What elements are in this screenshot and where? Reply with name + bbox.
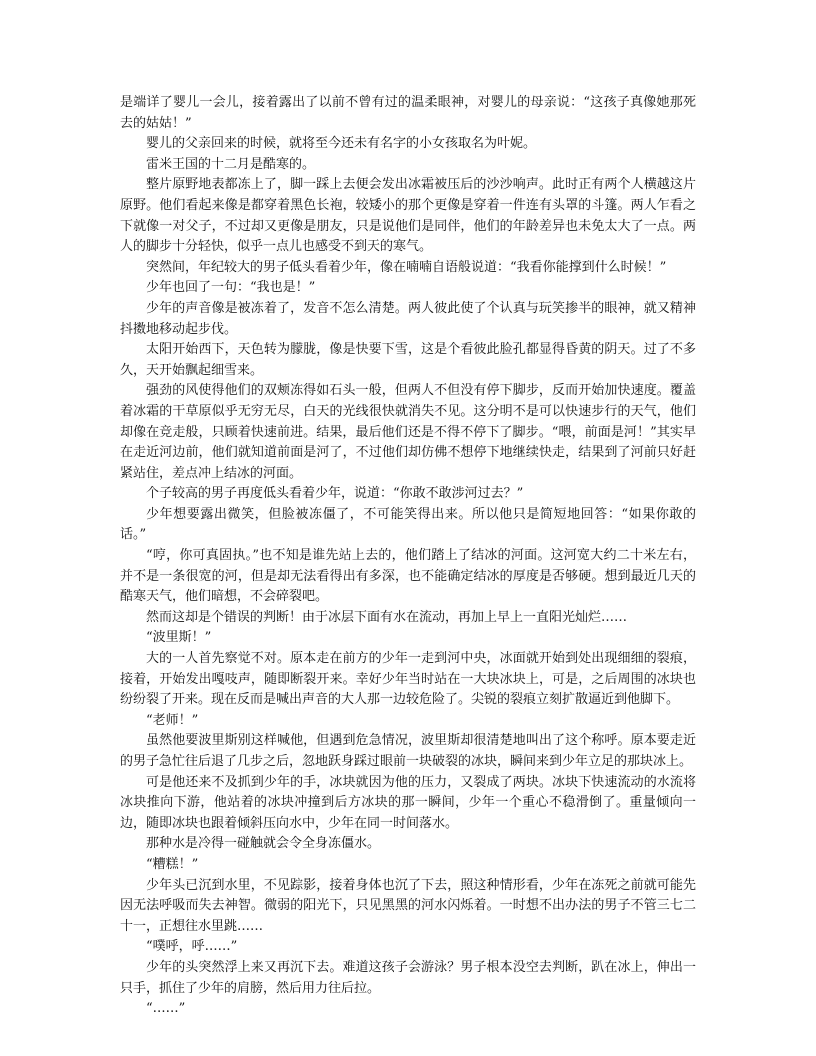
document-page xyxy=(120,93,696,1020)
paragraph: 少年想要露出微笑，但脸被冻僵了，不可能笑得出来。所以他只是简短地回答：“如果你敢的话。” xyxy=(120,506,696,543)
paragraph: “糟糕！” xyxy=(146,856,199,872)
paragraph: 大的一人首先察觉不对。原本走在前方的少年一走到河中央，冰面就开始到处出现细细的裂痕，接着，开始发出嘎吱声，随即断裂开来。幸好少年当时站在一大块冰块上，可是，之后周围的冰块也纷纷裂了开来。现在反而是喊出声音的大人那一边较危险了。尖锐的裂痕立刻扩散逼近到他脚下。 xyxy=(120,651,696,708)
paragraph: 整片原野地表都冻上了，脚一踩上去便会发出冰霜被压后的沙沙响声。此时正有两个人横越这片原野。他们看起来像是都穿着黑色长袍，较矮小的那个更像是穿着一件连有头罩的斗篷。两人乍看之下就像一对父子，不过却又更像是朋友，只是说他们是同伴，他们的年龄差异也未免太大了一点。两人的脚步十分轻快，似乎一点儿也感受不到天的寒气。 xyxy=(120,177,696,255)
paragraph: 少年也回了一句：“我也是！” xyxy=(146,280,316,296)
paragraph: 个子较高的男子再度低头看着少年，说道：“你敢不敢涉河过去？” xyxy=(146,486,524,502)
paragraph: 虽然他要波里斯别这样喊他，但遇到危急情况，波里斯却很清楚地叫出了这个称呼。原本要走近的男子急忙往后退了几步之后，忽地跃身踩过眼前一块破裂的冰块，瞬间来到少年立足的那块冰上。 xyxy=(120,733,696,769)
paragraph: 少年的头突然浮上来又再沉下去。难道这孩子会游泳？男子根本没空去判断，趴在冰上，伸出一只手，抓住了少年的肩膀，然后用力往后拉。 xyxy=(120,959,696,996)
paragraph: 然而这却是个错误的判断！由于冰层下面有水在流动，再加上早上一直阳光灿烂…… xyxy=(146,609,628,625)
paragraph: 那种水是冷得一碰触就会令全身冻僵水。 xyxy=(146,836,381,852)
paragraph: 婴儿的父亲回来的时候，就将至今还未有名字的小女孩取名为叶妮。 xyxy=(146,136,537,152)
paragraph: 可是他还来不及抓到少年的手，冰块就因为他的压力，又裂成了两块。冰块下快速流动的水流将冰块推向下游，他站着的冰块冲撞到后方冰块的那一瞬间，少年一个重心不稳滑倒了。重量倾向一边，随即冰块也跟着倾斜压向水中，少年在同一时间落水。 xyxy=(120,774,696,831)
paragraph: 是端详了婴儿一会儿，接着露出了以前不曾有过的温柔眼神，对婴儿的母亲说：“这孩子真像她那死去的姑姑！” xyxy=(120,95,696,131)
paragraph: 雷米王国的十二月是酷寒的。 xyxy=(146,156,316,172)
paragraph: 强劲的风使得他们的双颊冻得如石头一般，但两人不但没有停下脚步，反而开始加快速度。覆盖着冰霜的干草原似乎无穷无尽，白天的光线很快就消失不见。这分明不是可以快速步行的天气，他们却像在竞走般，只顾着快速前进。结果，最后他们还是不得不停下了脚步。“喂，前面是河！”其实早在走近河边前，他们就知道前面是河了，不过他们却仿佛不想停下地继续快走，结果到了河前只好赶紧站住，差点冲上结冰的河面。 xyxy=(120,383,696,481)
paragraph: 少年头已沉到水里，不见踪影，接着身体也沉了下去，照这种情形看，少年在冻死之前就可能先因无法呼吸而失去神智。微弱的阳光下，只见黑黑的河水闪烁着。一时想不出办法的男子不管三七二十一，正想往水里跳…… xyxy=(120,877,696,934)
paragraph: “噗呼，呼……” xyxy=(146,939,238,955)
paragraph: 突然间，年纪较大的男子低头看着少年，像在喃喃自语般说道：“我看你能撑到什么时候！” xyxy=(146,259,667,275)
paragraph: “……” xyxy=(146,1001,186,1017)
paragraph: 少年的声音像是被冻着了，发音不怎么清楚。两人彼此使了个认真与玩笑掺半的眼神，就又精神抖擞地移动起步伐。 xyxy=(120,300,696,337)
paragraph: “老师！” xyxy=(146,712,199,728)
paragraph: “波里斯！” xyxy=(146,630,212,646)
paragraph: 太阳开始西下，天色转为朦胧，像是快要下雪，这是个看彼此脸孔都显得昏黄的阴天。过了不多久，天开始飘起细雪来。 xyxy=(120,342,696,378)
paragraph: “哼，你可真固执。”也不知是谁先站上去的，他们踏上了结冰的河面。这河宽大约二十米左右，并不是一条很宽的河，但是却无法看得出有多深，也不能确定结冰的厚度是否够硬。想到最近几天的酷寒天气，他们暗想，不会碎裂吧。 xyxy=(120,548,696,605)
